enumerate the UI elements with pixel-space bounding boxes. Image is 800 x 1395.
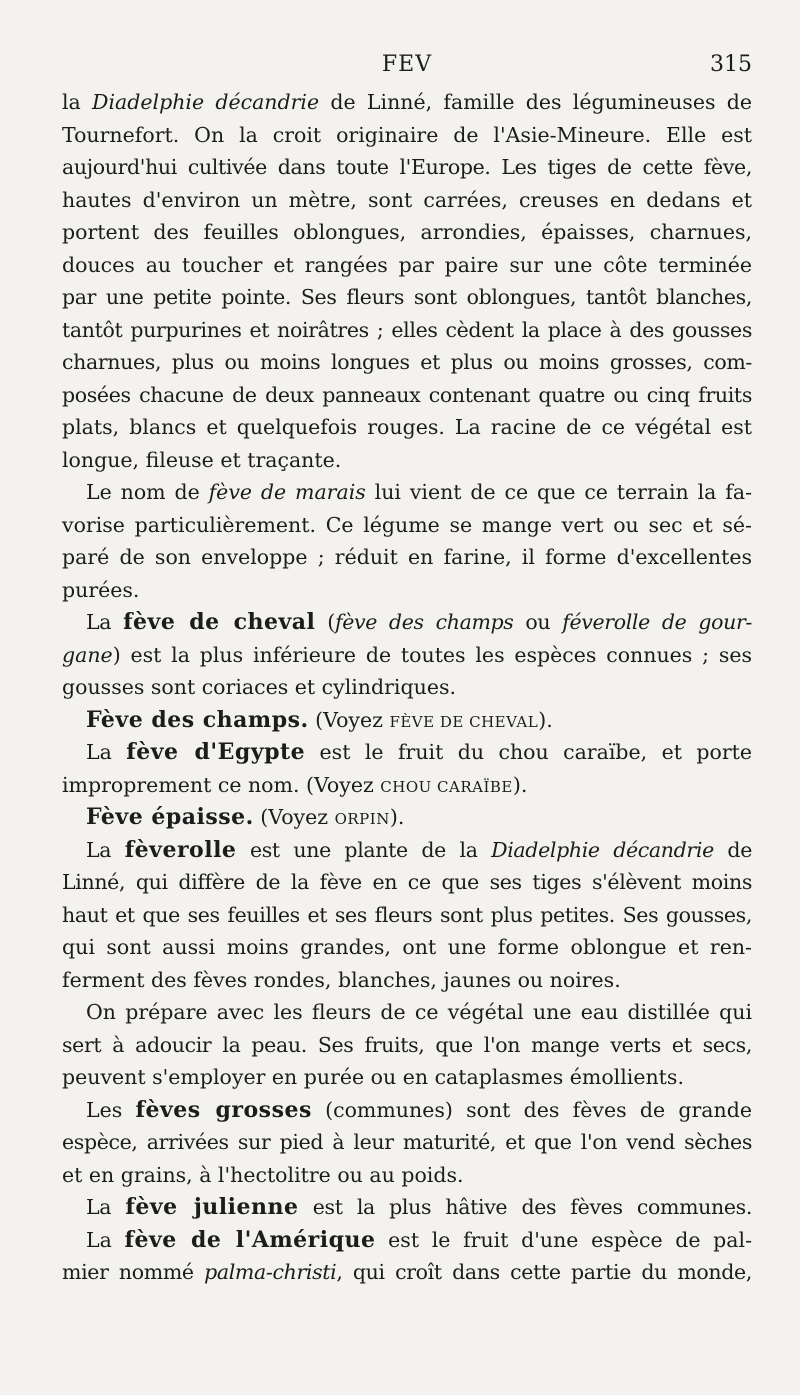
cross-reference: CHOU CARAÏBE xyxy=(380,777,513,796)
text-line: par une petite pointe. Ses fleurs sont oblongues, tantôt blanches, xyxy=(62,285,752,309)
entry-feve-d-egypte: La fève d'Egypte est le fruit du chou caraïbe, et porte xyxy=(86,739,752,765)
text-line: posées chacune de deux panneaux contenant quatre ou cinq fruits xyxy=(62,382,752,407)
text-line: portent des feuilles oblongues, arrondies, épaisses, charnues, xyxy=(62,220,752,244)
entry-feve-de-l-amerique: La fève de l'Amérique est le fruit d'une espèce de pal- xyxy=(86,1226,752,1253)
text-line: peuvent s'employer en purée ou en cataplasmes émollients. xyxy=(62,1065,684,1089)
text-line: mier nommé palma-christi, qui croît dans cette partie du monde, xyxy=(62,1260,752,1284)
text-line: longue, fileuse et traçante. xyxy=(62,447,342,472)
text-line: tantôt purpurines et noirâtres ; elles cèdent la place à des gousses xyxy=(62,317,752,342)
text-line: purées. xyxy=(62,577,140,602)
text-line: gousses sont coriaces et cylindriques. xyxy=(62,675,456,699)
text-line: Tournefort. On la croit originaire de l'Asie-Mineure. Elle est xyxy=(62,122,752,147)
headword: fèverolle xyxy=(124,836,237,863)
running-header xyxy=(62,52,752,86)
entry-feve-des-champs: Fève des champs. (Voyez FÈVE DE CHEVAL). xyxy=(86,706,553,733)
text-line: vorise particulièrement. Ce légume se mange vert ou sec et sé- xyxy=(62,512,752,537)
entry-feves-grosses: Les fèves grosses (communes) sont des fèves de grande xyxy=(86,1096,752,1123)
headword: fèves grosses xyxy=(135,1096,312,1123)
cross-reference: ORPIN xyxy=(334,810,390,828)
text-line: Le nom de fève de marais lui vient de ce que ce terrain la fa- xyxy=(86,480,753,504)
book-page xyxy=(62,52,752,1289)
headword: fève julienne xyxy=(125,1194,299,1220)
header-title: FEV xyxy=(381,52,433,77)
text-line: charnues, plus ou moins longues et plus ou moins grosses, com- xyxy=(62,350,752,374)
cross-reference: FÈVE DE CHEVAL xyxy=(389,712,539,731)
text-line: et en grains, à l'hectolitre ou au poids. xyxy=(62,1162,464,1187)
text-line: paré de son enveloppe ; réduit en farine, il forme d'excellentes xyxy=(62,545,752,569)
text-line: hautes d'environ un mètre, sont carrées, creuses en dedans et xyxy=(62,187,752,212)
headword: fève de cheval xyxy=(123,609,316,635)
entry-feve-epaisse: Fève épaisse. (Voyez ORPIN). xyxy=(86,804,405,830)
headword: fève d'Egypte xyxy=(126,739,306,765)
page-number: 315 xyxy=(710,52,752,77)
headword: Fève épaisse. xyxy=(86,804,254,830)
text-line: On prépare avec les fleurs de ce végétal une eau distillée qui xyxy=(86,1000,752,1024)
text-line: haut et que ses feuilles et ses fleurs sont plus petites. Ses gousses, xyxy=(62,902,752,927)
text-line: improprement ce nom. (Voyez CHOU CARAÏBE). xyxy=(62,772,528,797)
text-line: espèce, arrivées sur pied à leur maturité, et que l'on vend sèches xyxy=(62,1130,752,1154)
text-line: ferment des fèves rondes, blanches, jaunes ou noires. xyxy=(62,967,621,992)
text-line: la Diadelphie décandrie de Linné, famille des légumineuses de xyxy=(62,90,752,114)
headword: fève de l'Amérique xyxy=(124,1226,376,1253)
body-text xyxy=(62,86,752,1289)
text-line: douces au toucher et rangées par paire sur une côte terminée xyxy=(62,252,752,277)
text-line: Linné, qui diffère de la fève en ce que ses tiges s'élèvent moins xyxy=(62,870,752,894)
text-line: plats, blancs et quelquefois rouges. La racine de ce végétal est xyxy=(62,415,752,439)
text-line: sert à adoucir la peau. Ses fruits, que l'on mange verts et secs, xyxy=(62,1032,752,1057)
entry-feve-julienne: La fève julienne est la plus hâtive des fèves communes. xyxy=(86,1194,752,1220)
entry-feverolle: La fèverolle est une plante de la Diadelphie décandrie de xyxy=(86,836,752,863)
text-line: aujourd'hui cultivée dans toute l'Europe. Les tiges de cette fève, xyxy=(62,155,752,179)
entry-feve-de-cheval: La fève de cheval (fève des champs ou féverolle de gour- xyxy=(86,609,752,635)
text-line: qui sont aussi moins grandes, ont une forme oblongue et ren- xyxy=(62,935,752,959)
text-line: gane) est la plus inférieure de toutes les espèces connues ; ses xyxy=(62,642,752,667)
headword: Fève des champs. xyxy=(86,706,309,733)
